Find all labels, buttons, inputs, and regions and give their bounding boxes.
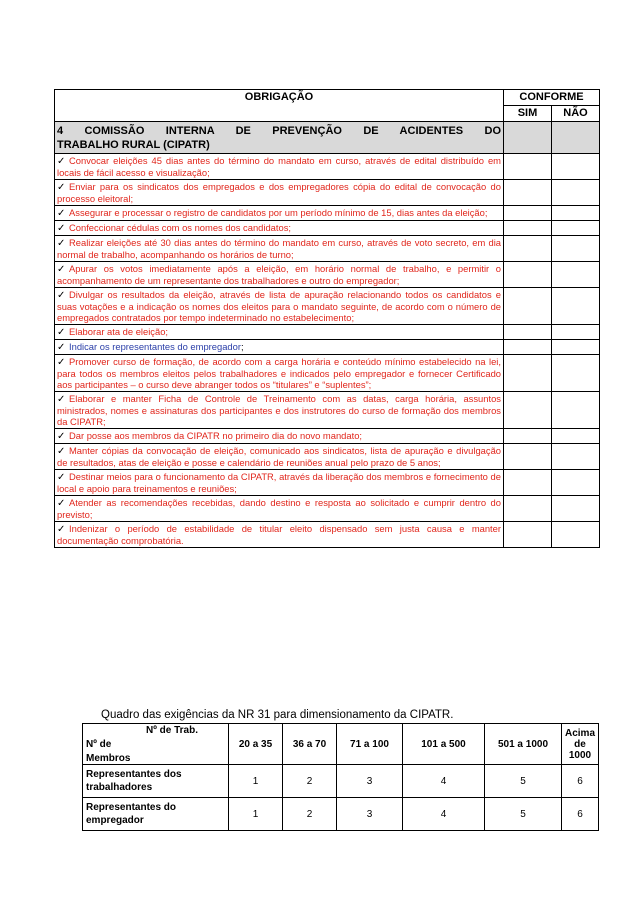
checkmark-icon: ✓ — [57, 223, 66, 234]
sim-checkbox-cell[interactable] — [504, 340, 552, 355]
checklist-table — [54, 89, 600, 548]
obligation-text: Elaborar ata de eleição; — [69, 326, 169, 337]
checkmark-icon: ✓ — [57, 394, 66, 405]
obligation-text: Destinar meios para o funcionamento da CIPATR, através da liberação dos membros e fornecimento de local e apoio para treinamentos e reuniões; — [57, 471, 501, 494]
obligation-text-cell — [55, 470, 504, 496]
member-count-cell: 4 — [403, 798, 485, 831]
nao-checkbox-cell[interactable] — [552, 262, 600, 288]
checklist-item-row — [55, 154, 600, 180]
sim-checkbox-cell[interactable] — [504, 522, 552, 548]
checklist-item-row — [55, 236, 600, 262]
obligation-text-cell — [55, 154, 504, 180]
checkmark-icon: ✓ — [57, 238, 66, 249]
cipatr-sizing-table — [82, 723, 599, 831]
range-header: 71 a 100 — [337, 724, 403, 765]
sim-checkbox-cell[interactable] — [504, 429, 552, 444]
checkmark-icon: ✓ — [57, 208, 66, 219]
obligation-text-cell — [55, 236, 504, 262]
sim-header: SIM — [504, 106, 552, 122]
member-count-cell: 5 — [485, 798, 562, 831]
obligation-text-cell — [55, 325, 504, 340]
checklist-item-row — [55, 180, 600, 206]
obligation-text-cell — [55, 206, 504, 221]
nao-checkbox-cell[interactable] — [552, 325, 600, 340]
section-title — [55, 122, 504, 154]
member-count-cell: 3 — [337, 798, 403, 831]
sim-checkbox-cell[interactable] — [504, 180, 552, 206]
checklist-item-row — [55, 522, 600, 548]
checkmark-icon: ✓ — [57, 342, 66, 353]
obligation-text: Convocar eleições 45 dias antes do término do mandato em curso, através de edital distribuído em locais de fácil acesso e visualização; — [57, 155, 501, 178]
section-nao-cell — [552, 122, 600, 154]
obligation-text: Indenizar o período de estabilidade de titular eleito dispensado sem justa causa e manter documentação comprobatória. — [57, 523, 501, 546]
obligation-text-cell — [55, 522, 504, 548]
checklist-item-row — [55, 496, 600, 522]
checkmark-icon: ✓ — [57, 156, 66, 167]
nao-checkbox-cell[interactable] — [552, 221, 600, 236]
sim-checkbox-cell[interactable] — [504, 444, 552, 470]
range-header: 101 a 500 — [403, 724, 485, 765]
obligation-text: Indicar os representantes do empregador — [69, 341, 241, 352]
checklist-item-row — [55, 262, 600, 288]
obligation-text-cell — [55, 180, 504, 206]
obligation-text-cell — [55, 444, 504, 470]
checkmark-icon: ✓ — [57, 182, 66, 193]
checkmark-icon: ✓ — [57, 498, 66, 509]
nao-checkbox-cell[interactable] — [552, 236, 600, 262]
nao-checkbox-cell[interactable] — [552, 180, 600, 206]
obligation-text: Elaborar e manter Ficha de Controle de Treinamento com as datas, carga horária, assuntos ministrados, nomes e assinaturas dos participantes e dos instrutores do curso de formação dos membros da CIPATR; — [57, 393, 501, 427]
corner-trab-label: Nº de Trab. — [146, 725, 198, 736]
obligation-text: Atender as recomendações recebidas, dando destino e resposta ao solicitado e cumprir dentro do previsto; — [57, 497, 501, 520]
checkmark-icon: ✓ — [57, 431, 66, 442]
obligation-suffix: ; — [240, 341, 244, 352]
range-header: Acima de 1000 — [562, 724, 599, 765]
member-count-cell: 3 — [337, 765, 403, 798]
sim-checkbox-cell[interactable] — [504, 355, 552, 392]
obligation-text: Confeccionar cédulas com os nomes dos candidatos; — [69, 222, 291, 233]
obligation-text-cell — [55, 429, 504, 444]
member-count-cell: 6 — [562, 798, 599, 831]
checkmark-icon: ✓ — [57, 472, 66, 483]
row-label: Representantes dos trabalhadores — [83, 765, 229, 798]
conforme-header: CONFORME — [504, 90, 600, 106]
sim-checkbox-cell[interactable] — [504, 470, 552, 496]
nao-checkbox-cell[interactable] — [552, 444, 600, 470]
sim-checkbox-cell[interactable] — [504, 325, 552, 340]
member-count-cell: 6 — [562, 765, 599, 798]
checklist-item-row — [55, 340, 600, 355]
nao-checkbox-cell[interactable] — [552, 470, 600, 496]
range-header: 20 a 35 — [229, 724, 283, 765]
checkmark-icon: ✓ — [57, 264, 66, 275]
obligation-text-cell — [55, 262, 504, 288]
sim-checkbox-cell[interactable] — [504, 392, 552, 429]
obligation-text-cell — [55, 288, 504, 325]
quadro-corner-cell — [83, 724, 229, 765]
obligation-text: Assegurar e processar o registro de candidatos por um período mínimo de 15, dias antes da eleição; — [69, 207, 488, 218]
sim-checkbox-cell[interactable] — [504, 236, 552, 262]
section-row — [55, 122, 600, 154]
obligation-text: Realizar eleições até 30 dias antes do término do mandato em curso, através de voto secreto, em dia normal de trabalho, acompanhando os horários de turno; — [57, 237, 501, 260]
checklist-item-row — [55, 325, 600, 340]
nao-header: NÃO — [552, 106, 600, 122]
obligation-text-cell — [55, 221, 504, 236]
range-header: 36 a 70 — [283, 724, 337, 765]
quadro-row — [83, 798, 599, 831]
quadro-caption: Quadro das exigências da NR 31 para dimensionamento da CIPATR. — [101, 709, 454, 721]
sim-checkbox-cell[interactable] — [504, 206, 552, 221]
member-count-cell: 1 — [229, 798, 283, 831]
nao-checkbox-cell[interactable] — [552, 522, 600, 548]
sim-checkbox-cell[interactable] — [504, 288, 552, 325]
obligation-text-cell — [55, 392, 504, 429]
checkmark-icon: ✓ — [57, 290, 66, 301]
sim-checkbox-cell[interactable] — [504, 262, 552, 288]
obligation-text: Enviar para os sindicatos dos empregados e dos empregadores cópia do edital de convocação do processo eleitoral; — [57, 181, 501, 204]
checklist-item-row — [55, 392, 600, 429]
corner-membros-label: Nº de Membros — [86, 739, 131, 764]
section-title-line2: TRABALHO RURAL (CIPATR) — [57, 139, 210, 151]
quadro-row — [83, 765, 599, 798]
nao-checkbox-cell[interactable] — [552, 392, 600, 429]
quadro-header-row — [83, 724, 599, 765]
member-count-cell: 1 — [229, 765, 283, 798]
checklist-item-row — [55, 355, 600, 392]
nao-checkbox-cell[interactable] — [552, 496, 600, 522]
checklist-item-row — [55, 206, 600, 221]
checklist-item-row — [55, 470, 600, 496]
sim-checkbox-cell[interactable] — [504, 221, 552, 236]
section-sim-cell — [504, 122, 552, 154]
member-count-cell: 5 — [485, 765, 562, 798]
obligation-text: Promover curso de formação, de acordo com a carga horária e conteúdo mínimo estabelecido na lei, para todos os membros eleitos pelos trabalhadores e indicados pelo empregador e fornecer Certificado aos participantes – o curso deve abranger todos os “titulares” e “suplentes”; — [57, 356, 501, 390]
checkmark-icon: ✓ — [57, 327, 66, 338]
obligation-text: Manter cópias da convocação de eleição, comunicado aos sindicatos, lista de apuração e divulgação de resultados, atas de eleição e posse e calendário de reuniões anual pelo prazo de 5 anos; — [57, 445, 501, 468]
sim-checkbox-cell[interactable] — [504, 154, 552, 180]
checkmark-icon: ✓ — [57, 357, 66, 368]
header-row — [55, 90, 600, 106]
row-label: Representantes do empregador — [83, 798, 229, 831]
nao-checkbox-cell[interactable] — [552, 355, 600, 392]
obligation-text: Apurar os votos imediatamente após a eleição, em horário normal de trabalho, e permitir o acompanhamento de um representante dos trabalhadores e outro do empregador; — [57, 263, 501, 286]
checklist-item-row — [55, 444, 600, 470]
range-header: 501 a 1000 — [485, 724, 562, 765]
checkmark-icon: ✓ — [57, 524, 66, 535]
checkmark-icon: ✓ — [57, 446, 66, 457]
nao-checkbox-cell[interactable] — [552, 340, 600, 355]
section-title-line1: 4 COMISSÃO INTERNA DE PREVENÇÃO DE ACIDENTES DO — [57, 125, 501, 137]
obligation-text: Dar posse aos membros da CIPATR no primeiro dia do novo mandato; — [69, 430, 363, 441]
obligation-text-cell — [55, 355, 504, 392]
obligation-text: Divulgar os resultados da eleição, através de lista de apuração relacionando todos os candidatos e suas votações e a indicação os nomes dos eleitos para o mandato seguinte, de acordo com o número de empregados contratados por tempo indeterminado no estabelecimento; — [57, 289, 501, 323]
obligation-text-cell — [55, 496, 504, 522]
nao-checkbox-cell[interactable] — [552, 154, 600, 180]
nao-checkbox-cell[interactable] — [552, 288, 600, 325]
checklist-item-row — [55, 288, 600, 325]
checklist-item-row — [55, 221, 600, 236]
member-count-cell: 2 — [283, 798, 337, 831]
checklist-item-row — [55, 429, 600, 444]
nao-checkbox-cell[interactable] — [552, 429, 600, 444]
obrigacao-header: OBRIGAÇÃO — [55, 90, 504, 122]
nao-checkbox-cell[interactable] — [552, 206, 600, 221]
member-count-cell: 2 — [283, 765, 337, 798]
obligation-text-cell — [55, 340, 504, 355]
member-count-cell: 4 — [403, 765, 485, 798]
sim-checkbox-cell[interactable] — [504, 496, 552, 522]
